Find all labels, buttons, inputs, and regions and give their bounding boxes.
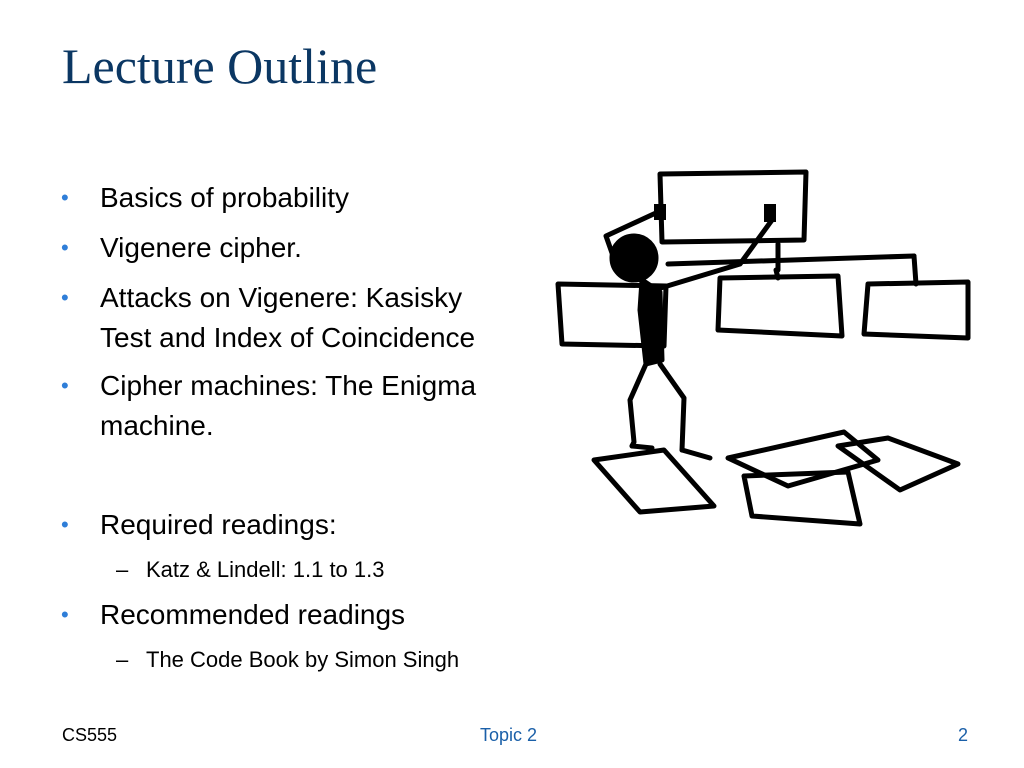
bullet-text: Attacks on Vigenere: Kasisky bbox=[100, 282, 463, 313]
bullet-marker: • bbox=[61, 235, 69, 260]
bullet-marker: • bbox=[61, 602, 69, 627]
bullet-text: Recommended readings bbox=[100, 599, 406, 630]
bullet-marker: • bbox=[61, 185, 69, 210]
bullet-text: Vigenere cipher. bbox=[100, 232, 302, 263]
bullet-marker: • bbox=[61, 373, 69, 398]
slide-title: Lecture Outline bbox=[62, 38, 378, 94]
bullet-text-continued: machine. bbox=[100, 410, 214, 441]
bullet-marker: • bbox=[61, 285, 69, 310]
footer-course: CS555 bbox=[62, 725, 118, 745]
sub-bullet-marker: – bbox=[116, 557, 129, 582]
footer-topic: Topic 2 bbox=[480, 725, 538, 745]
bullet-marker: • bbox=[61, 512, 69, 537]
person-holding-org-chart-clipart bbox=[548, 160, 988, 540]
bullet-text-continued: Test and Index of Coincidence bbox=[100, 322, 476, 353]
sub-bullet-marker: – bbox=[116, 647, 129, 672]
sub-bullet-text: The Code Book by Simon Singh bbox=[146, 647, 460, 672]
bullet-text: Cipher machines: The Enigma bbox=[100, 370, 477, 401]
bullet-text: Required readings: bbox=[100, 509, 337, 540]
sub-bullet-text: Katz & Lindell: 1.1 to 1.3 bbox=[146, 557, 385, 582]
bullet-text: Basics of probability bbox=[100, 182, 350, 213]
slide-number: 2 bbox=[958, 725, 969, 745]
